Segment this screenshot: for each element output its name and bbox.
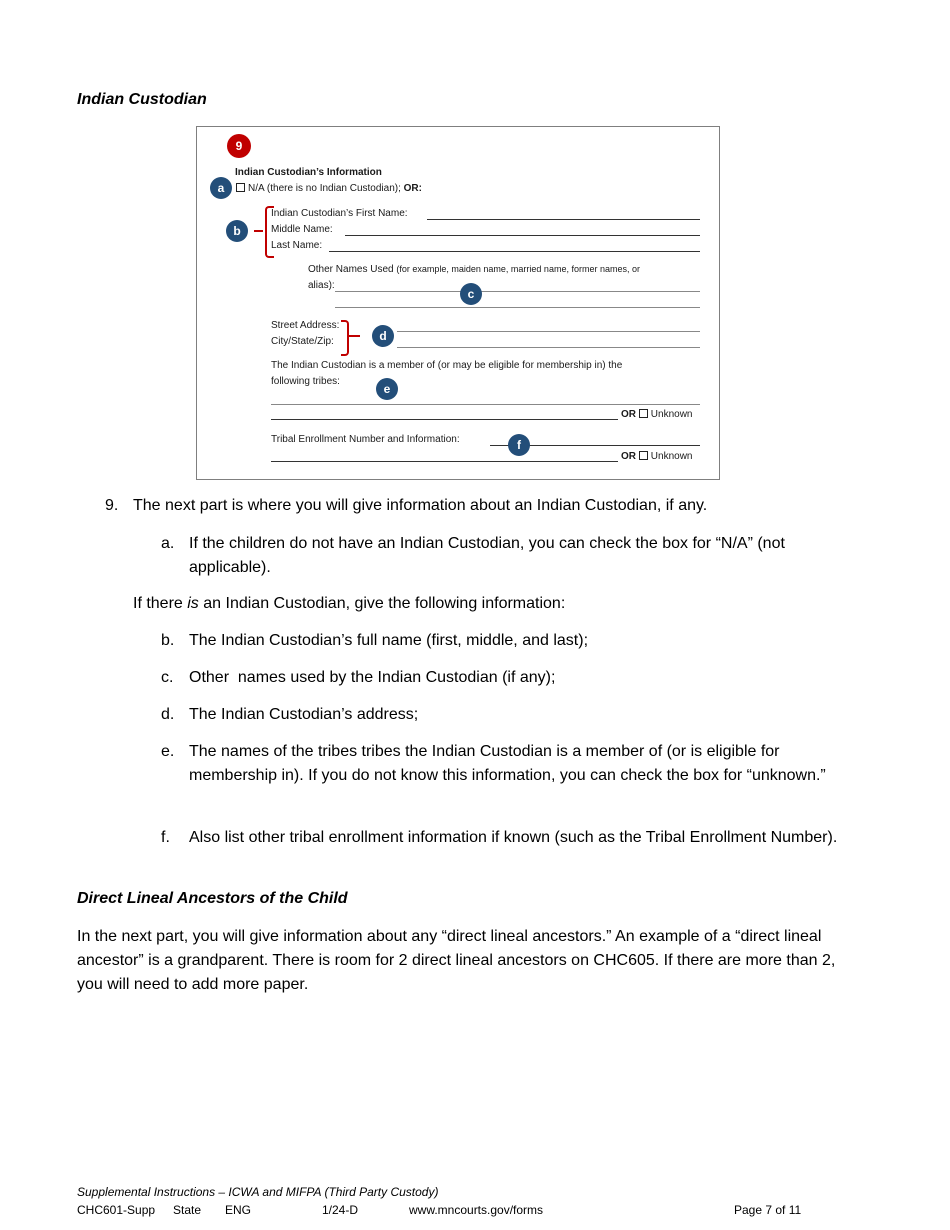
- form-section-title: Indian Custodian’s Information: [235, 167, 382, 178]
- item-b-text: The Indian Custodian’s full name (first, middle, and last);: [189, 632, 589, 649]
- bracket-d: [341, 320, 349, 356]
- tribes-line-1: [271, 404, 700, 405]
- tribes-or-unknown: [621, 409, 692, 420]
- tribes-unknown-label: Unknown: [650, 409, 693, 420]
- callout-badge-d: d: [372, 325, 394, 347]
- tribes-line-2: [271, 419, 618, 420]
- item-f-text: Also list other tribal enrollment information if known (such as the Tribal Enrollment Number).: [189, 829, 838, 846]
- footer-form-id: CHC601-Supp: [77, 1203, 156, 1217]
- other-names-line-1: [335, 291, 700, 292]
- section-number-badge: 9: [227, 134, 251, 158]
- tribes-label-1: The Indian Custodian is a member of (or may be eligible for membership in) the: [271, 360, 623, 371]
- enrollment-or: OR: [621, 451, 636, 462]
- na-or: OR:: [403, 183, 422, 194]
- other-names-label-c: alias):: [308, 280, 335, 291]
- item-e-text: The names of the tribes tribes the Indian Custodian is a member of (or is eligible for membership in). If you do not know this information, you can check the box for “unknown.”: [189, 743, 826, 784]
- enrollment-unknown-label: Unknown: [650, 451, 693, 462]
- tribes-label-2: following tribes:: [271, 376, 340, 387]
- tribes-or: OR: [621, 409, 636, 420]
- city-label: City/State/Zip:: [271, 336, 334, 347]
- item-c-marker: c.: [161, 669, 174, 686]
- item-9-number: 9.: [105, 497, 119, 514]
- item-a-text: If the children do not have an Indian Custodian, you can check the box for “N/A” (not applicable).: [189, 535, 785, 576]
- footer-url: www.mncourts.gov/forms: [409, 1203, 544, 1217]
- first-name-line: [427, 219, 700, 220]
- na-label: N/A (there is no Indian Custodian);: [248, 183, 401, 194]
- middle-name-line: [345, 235, 700, 236]
- item-d-marker: d.: [161, 706, 175, 723]
- bracket-d-tick: [348, 335, 360, 337]
- item-a-marker: a.: [161, 535, 175, 552]
- section-heading-direct-lineal-ancestors: Direct Lineal Ancestors of the Child: [77, 890, 348, 907]
- bracket-b-tick: [254, 230, 263, 232]
- item-c-text: Other names used by the Indian Custodian (if any);: [189, 669, 556, 686]
- callout-badge-a: a: [210, 177, 232, 199]
- item-b-marker: b.: [161, 632, 175, 649]
- if-there-post: an Indian Custodian, give the following information:: [198, 595, 566, 612]
- street-line: [397, 331, 700, 332]
- item-d-text: The Indian Custodian’s address;: [189, 706, 419, 723]
- middle-name-label: Middle Name:: [271, 224, 333, 235]
- if-there-em: is: [187, 595, 199, 612]
- footer-version: 1/24-D: [322, 1203, 359, 1217]
- other-names-line-2: [335, 307, 700, 308]
- if-there-pre: If there: [133, 595, 188, 612]
- direct-lineal-ancestors-paragraph: In the next part, you will give information about any “direct lineal ancestors.” An example of a “direct lineal ancestor” is a grandparent. There is room for 2 direct lineal ancestors on CHC605. If there are more than 2, you will need to add more paper.: [77, 928, 836, 993]
- other-names-label: [308, 264, 640, 275]
- last-name-line: [329, 251, 700, 252]
- footer-title: Supplemental Instructions – ICWA and MIFPA (Third Party Custody): [77, 1185, 439, 1199]
- last-name-label: Last Name:: [271, 240, 323, 251]
- footer-lang: ENG: [225, 1203, 252, 1217]
- city-line: [397, 347, 700, 348]
- street-label: Street Address:: [271, 320, 340, 331]
- callout-badge-c: c: [460, 283, 482, 305]
- callout-badge-b: b: [226, 220, 248, 242]
- other-names-label-a: Other Names Used: [308, 264, 394, 275]
- item-9-text: The next part is where you will give information about an Indian Custodian, if any.: [133, 497, 708, 514]
- na-checkbox-row: [236, 183, 422, 194]
- item-e-marker: e.: [161, 743, 175, 760]
- enrollment-unknown-checkbox: [639, 451, 648, 460]
- section-heading-indian-custodian: Indian Custodian: [77, 91, 207, 108]
- callout-badge-f: f: [508, 434, 530, 456]
- enrollment-label: Tribal Enrollment Number and Information:: [271, 434, 460, 445]
- item-f-marker: f.: [161, 829, 170, 846]
- if-there-is-paragraph: [133, 592, 833, 616]
- other-names-label-b: (for example, maiden name, married name, former names, or: [396, 264, 640, 274]
- enrollment-line-2: [271, 461, 618, 462]
- na-checkbox: [236, 183, 245, 192]
- enrollment-or-unknown: [621, 451, 692, 462]
- form-excerpt-image: [196, 126, 720, 480]
- callout-badge-e: e: [376, 378, 398, 400]
- tribes-unknown-checkbox: [639, 409, 648, 418]
- footer-state: State: [173, 1203, 202, 1217]
- footer-page: Page 7 of 11: [734, 1203, 802, 1217]
- first-name-label: Indian Custodian’s First Name:: [271, 208, 408, 219]
